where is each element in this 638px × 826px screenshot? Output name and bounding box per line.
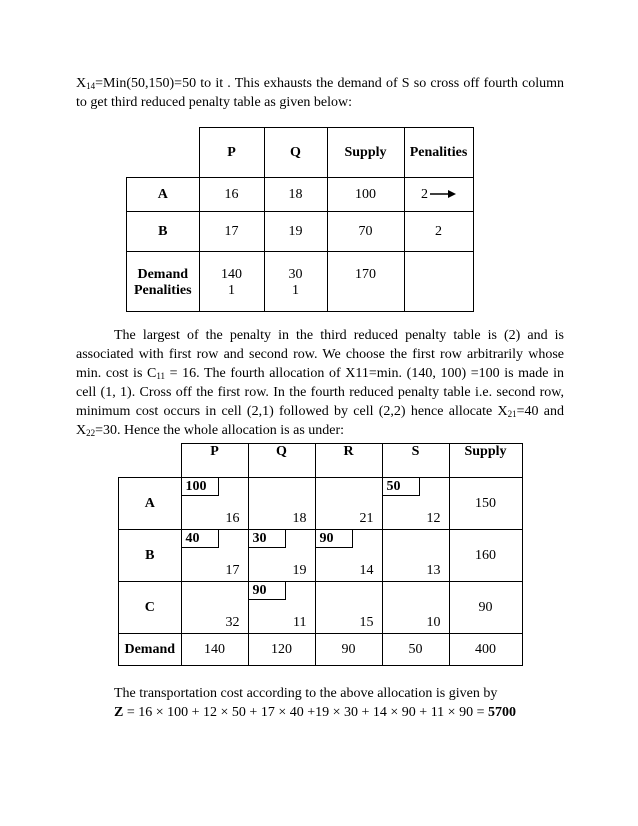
penalities-label: Penalities xyxy=(133,283,192,298)
explanation-text: =30. Hence the whole allocation is as under: xyxy=(95,423,345,438)
demand-value: 50 xyxy=(382,634,449,666)
alloc-cell xyxy=(181,478,248,530)
intro-var: X xyxy=(76,76,87,91)
cost-value: 12 xyxy=(426,511,441,526)
penalty-header-q: Q xyxy=(264,128,327,178)
alloc-cell xyxy=(181,530,248,582)
alloc-header-q: Q xyxy=(248,444,315,478)
penalty-header-p: P xyxy=(199,128,264,178)
conclusion-text: The transportation cost according to the above allocation is given by xyxy=(114,686,498,701)
cost-value: 32 xyxy=(225,615,240,630)
penalty-footer-supply xyxy=(327,252,404,312)
arrow-right-icon xyxy=(430,189,456,199)
alloc-corner xyxy=(119,444,182,478)
alloc-header-s: S xyxy=(382,444,449,478)
alloc-cell xyxy=(382,582,449,634)
alloc-cell xyxy=(315,530,382,582)
cost-value: 14 xyxy=(359,563,374,578)
allocation-box: 100 xyxy=(182,478,219,496)
cost-formula xyxy=(114,703,516,722)
allocation-box: 40 xyxy=(182,530,219,548)
explanation-text: = 16. The fourth allocation of X11=min. (140, 100) =100 is made in cell (1, 1). Cross off the first row. In the fourth reduced penalty table i.e. second row, minimum cost occurs in cell (2,1) followed by cell (2,2) hence allocate X xyxy=(76,366,564,419)
intro-subscript: 14 xyxy=(86,81,96,91)
explanation-paragraph xyxy=(76,326,564,440)
penalty-row-label-b: B xyxy=(127,212,200,252)
demand-value: 140 xyxy=(181,634,248,666)
cost-value: 19 xyxy=(292,563,307,578)
penalty-cell: 18 xyxy=(264,178,327,212)
demand-value: 120 xyxy=(248,634,315,666)
demand-value: 90 xyxy=(315,634,382,666)
penalty-header-penalities: Penalities xyxy=(404,128,473,178)
intro-text: =Min(50,150)=50 to it . This exhausts the demand of S so cross off fourth column to get third reduced penalty table as given below: xyxy=(76,76,564,110)
alloc-row-label-c: C xyxy=(119,582,182,634)
penalty-corner xyxy=(127,128,200,178)
penalty-footer-empty xyxy=(404,252,473,312)
allocation-box: 90 xyxy=(316,530,353,548)
supply-value: 90 xyxy=(449,582,522,634)
penalty-value: 1 xyxy=(292,283,299,298)
alloc-row-label-b: B xyxy=(119,530,182,582)
alloc-demand-label: Demand xyxy=(119,634,182,666)
allocation-box: 50 xyxy=(383,478,420,496)
subscript: 22 xyxy=(86,428,96,438)
cost-value: 11 xyxy=(293,615,307,630)
supply-value: 150 xyxy=(449,478,522,530)
explanation-text: =40 and X xyxy=(76,404,564,438)
alloc-cell xyxy=(248,478,315,530)
alloc-cell xyxy=(248,530,315,582)
penalty-footer-labels xyxy=(127,252,200,312)
penalty-value: 2 xyxy=(421,186,428,202)
supply-value: 160 xyxy=(449,530,522,582)
penalty-footer-q xyxy=(264,252,327,312)
intro-paragraph xyxy=(76,74,564,112)
cost-value: 16 xyxy=(225,511,240,526)
penalty-table xyxy=(126,127,474,312)
penalty-cell: 2 xyxy=(404,212,473,252)
penalty-row-label-a: A xyxy=(127,178,200,212)
subscript: 11 xyxy=(156,371,166,381)
penalty-cell: 16 xyxy=(199,178,264,212)
demand-value: 140 xyxy=(221,267,242,282)
z-label: Z xyxy=(114,705,124,720)
penalty-header-supply: Supply xyxy=(327,128,404,178)
cost-value: 15 xyxy=(359,615,374,630)
alloc-header-p: P xyxy=(181,444,248,478)
formula-text: = 16 × 100 + 12 × 50 + 17 × 40 +19 × 30 + 14 × 90 + 11 × 90 = xyxy=(123,705,488,720)
alloc-row-label-a: A xyxy=(119,478,182,530)
allocation-table xyxy=(118,443,523,666)
subscript: 21 xyxy=(507,409,517,419)
alloc-cell xyxy=(248,582,315,634)
alloc-header-r: R xyxy=(315,444,382,478)
allocation-box: 90 xyxy=(249,582,286,600)
penalty-cell: 100 xyxy=(327,178,404,212)
alloc-cell xyxy=(315,582,382,634)
penalty-value: 1 xyxy=(228,283,235,298)
alloc-cell xyxy=(382,478,449,530)
demand-label: Demand xyxy=(137,267,189,282)
penalty-cell-arrow xyxy=(404,178,473,212)
demand-total: 400 xyxy=(449,634,522,666)
demand-value: 30 xyxy=(288,267,303,282)
penalty-cell: 19 xyxy=(264,212,327,252)
cost-value: 17 xyxy=(225,563,240,578)
penalty-cell: 17 xyxy=(199,212,264,252)
alloc-cell xyxy=(382,530,449,582)
demand-total: 170 xyxy=(355,267,376,282)
cost-value: 13 xyxy=(426,563,441,578)
penalty-footer-p xyxy=(199,252,264,312)
penalty-cell: 70 xyxy=(327,212,404,252)
explanation-text: The largest of the penalty in the third reduced penalty table is (2) and is associated with first row and second row. We choose the first row arbitrarily whose min. cost is C xyxy=(76,328,564,381)
cost-value: 10 xyxy=(426,615,441,630)
cost-value: 18 xyxy=(292,511,307,526)
allocation-box: 30 xyxy=(249,530,286,548)
total-cost: 5700 xyxy=(487,705,516,720)
alloc-cell xyxy=(315,478,382,530)
alloc-cell xyxy=(181,582,248,634)
cost-value: 21 xyxy=(359,511,374,526)
alloc-header-supply: Supply xyxy=(449,444,522,478)
